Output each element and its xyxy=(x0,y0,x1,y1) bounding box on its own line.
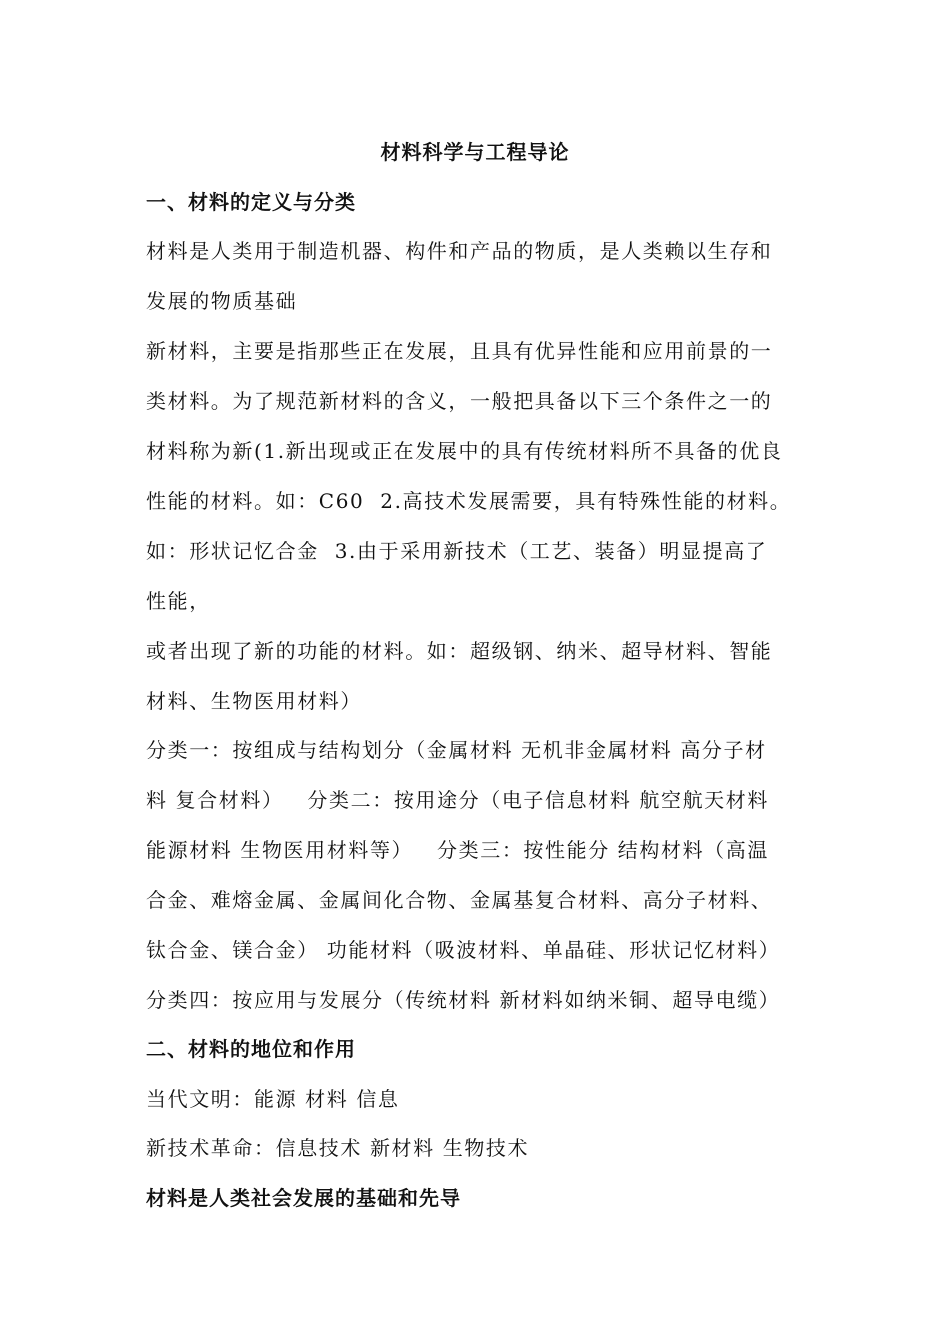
paragraph-line: 性能， xyxy=(146,589,211,613)
paragraph-line: 分类四：按应用与发展分（传统材料 新材料如纳米铜、超导电缆） xyxy=(146,988,781,1012)
paragraph-line: 能源材料 生物医用材料等） 分类三：按性能分 结构材料（高温 xyxy=(146,838,769,862)
paragraph-line: 如：形状记忆合金 3.由于采用新技术（工艺、装备）明显提高了 xyxy=(146,539,768,563)
paragraph-line: 当代文明：能源 材料 信息 xyxy=(146,1087,400,1111)
paragraph-line: 新材料，主要是指那些正在发展，且具有优异性能和应用前景的一 xyxy=(146,339,773,363)
paragraph-line: 料 复合材料） 分类二：按用途分（电子信息材料 航空航天材料 xyxy=(146,788,769,812)
paragraph-line: 性能的材料。如：C60 2.高技术发展需要，具有特殊性能的材料。 xyxy=(146,489,792,513)
paragraph-line: 材料、生物医用材料） xyxy=(146,689,362,713)
paragraph-line: 分类一：按组成与结构划分（金属材料 无机非金属材料 高分子材 xyxy=(146,738,767,762)
section-heading-1: 一、材料的定义与分类 xyxy=(146,190,356,214)
paragraph-line: 新技术革命：信息技术 新材料 生物技术 xyxy=(146,1136,530,1160)
document-title: 材料科学与工程导论 xyxy=(380,140,570,164)
section-heading-2: 二、材料的地位和作用 xyxy=(146,1037,356,1061)
paragraph-line: 发展的物质基础 xyxy=(146,289,298,313)
paragraph-line: 钛合金、镁合金） 功能材料（吸波材料、单晶硅、形状记忆材料） xyxy=(146,938,781,962)
paragraph-line: 材料称为新(1.新出现或正在发展中的具有传统材料所不具备的优良 xyxy=(146,439,783,463)
paragraph-line: 合金、难熔金属、金属间化合物、金属基复合材料、高分子材料、 xyxy=(146,888,773,912)
paragraph-line: 或者出现了新的功能的材料。如：超级钢、纳米、超导材料、智能 xyxy=(146,639,773,663)
bold-statement: 材料是人类社会发展的基础和先导 xyxy=(146,1186,461,1210)
paragraph-line: 材料是人类用于制造机器、构件和产品的物质，是人类赖以生存和 xyxy=(146,239,773,263)
paragraph-line: 类材料。为了规范新材料的含义，一般把具备以下三个条件之一的 xyxy=(146,389,773,413)
